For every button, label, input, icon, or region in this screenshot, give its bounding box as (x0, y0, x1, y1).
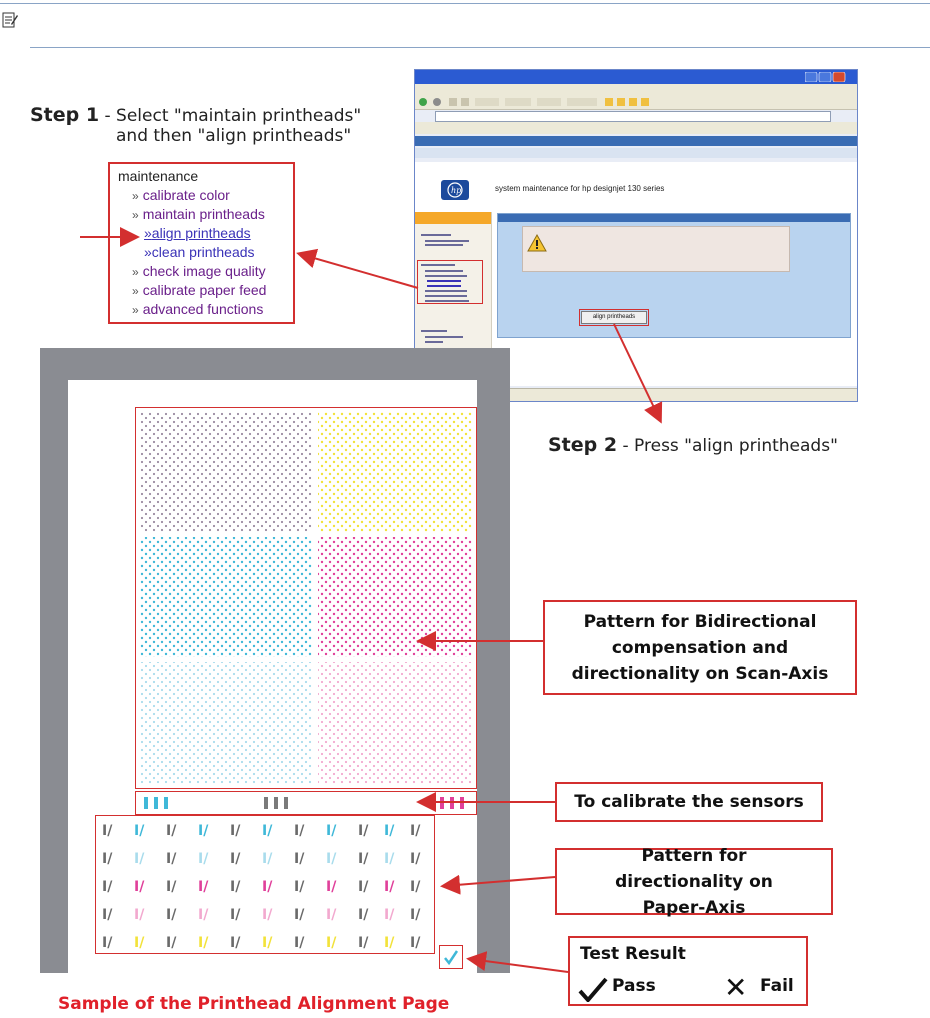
svg-text:I/: I/ (198, 879, 209, 895)
step1-label: Step 1 (30, 104, 100, 126)
pass-checkmark-icon (578, 976, 608, 1002)
pass-label: Pass (612, 976, 656, 996)
svg-text:I/: I/ (384, 823, 395, 839)
page-heading: system maintenance for hp designjet 130 series (495, 184, 665, 193)
bidirectional-callout-text: Pattern for Bidirectional compensation and directionality on Scan-Axis (571, 611, 829, 684)
svg-text:I/: I/ (410, 851, 421, 867)
svg-text:I/: I/ (410, 935, 421, 949)
svg-text:I/: I/ (294, 851, 305, 867)
svg-text:I/: I/ (262, 907, 273, 923)
test-result-callout (568, 936, 808, 1006)
step2-label: Step 2 (548, 434, 618, 456)
paper-axis-callout (555, 845, 833, 918)
chevron-icon: » (144, 244, 152, 260)
step2-text: - Press "align printheads" (622, 436, 838, 456)
svg-text:I/: I/ (410, 907, 421, 923)
svg-text:I/: I/ (384, 879, 395, 895)
menu-item-label: calibrate paper feed (142, 282, 267, 298)
sensors-callout-text: To calibrate the sensors (574, 792, 804, 812)
svg-text:I/: I/ (198, 851, 209, 867)
chevron-icon: » (132, 208, 139, 222)
chevron-icon: » (132, 284, 139, 298)
menu-item-label: maintain printheads (142, 206, 265, 222)
svg-text:I/: I/ (134, 823, 145, 839)
menu-item-label: align printheads (151, 225, 251, 241)
svg-text:I/: I/ (358, 879, 369, 895)
svg-text:I/: I/ (384, 935, 395, 949)
menu-item-label: advanced functions (142, 301, 264, 317)
svg-text:I/: I/ (166, 879, 177, 895)
svg-text:I/: I/ (294, 907, 305, 923)
svg-text:I/: I/ (166, 907, 177, 923)
sensors-callout (555, 782, 823, 822)
svg-text:I/: I/ (326, 879, 337, 895)
svg-text:I/: I/ (294, 823, 305, 839)
svg-text:I/: I/ (262, 823, 273, 839)
svg-text:I/: I/ (198, 823, 209, 839)
svg-text:I/: I/ (262, 879, 273, 895)
svg-text:hp: hp (451, 186, 462, 195)
align-printheads-button[interactable]: align printheads (581, 311, 647, 324)
svg-text:I/: I/ (134, 907, 145, 923)
test-result-title: Test Result (580, 944, 686, 964)
svg-text:I/: I/ (198, 935, 209, 949)
svg-text:I/: I/ (384, 851, 395, 867)
svg-text:I/: I/ (166, 851, 177, 867)
menu-item-label: calibrate color (142, 187, 230, 203)
svg-text:I/: I/ (230, 851, 241, 867)
svg-text:I/: I/ (294, 879, 305, 895)
svg-text:I/: I/ (134, 879, 145, 895)
chevron-icon: » (132, 303, 139, 317)
svg-text:I/: I/ (262, 851, 273, 867)
step1-text-line1: - Select "maintain printheads" (104, 106, 362, 126)
fail-label: Fail (760, 976, 794, 996)
svg-text:I/: I/ (230, 879, 241, 895)
svg-text:I/: I/ (326, 935, 337, 949)
svg-text:I/: I/ (326, 851, 337, 867)
page-caption: Sample of the Printhead Alignment Page (58, 994, 450, 1014)
menu-item-label: clean printheads (151, 244, 255, 260)
svg-text:I/: I/ (230, 935, 241, 949)
svg-text:I/: I/ (358, 907, 369, 923)
svg-text:I/: I/ (102, 851, 113, 867)
bidirectional-callout (543, 600, 857, 695)
svg-text:I/: I/ (262, 935, 273, 949)
menu-item-label: check image quality (142, 263, 266, 279)
svg-text:I/: I/ (384, 907, 395, 923)
chevron-icon: » (132, 265, 139, 279)
chevron-icon: » (132, 189, 139, 203)
svg-text:I/: I/ (230, 823, 241, 839)
svg-text:I/: I/ (326, 907, 337, 923)
svg-text:I/: I/ (134, 935, 145, 949)
svg-text:I/: I/ (410, 879, 421, 895)
svg-text:I/: I/ (326, 823, 337, 839)
svg-text:I/: I/ (166, 935, 177, 949)
svg-text:I/: I/ (358, 935, 369, 949)
svg-text:I/: I/ (102, 879, 113, 895)
svg-text:I/: I/ (358, 823, 369, 839)
menu-title: maintenance (118, 168, 199, 184)
svg-text:I/: I/ (102, 907, 113, 923)
svg-text:I/: I/ (230, 907, 241, 923)
svg-text:I/: I/ (294, 935, 305, 949)
svg-text:I/: I/ (102, 935, 113, 949)
svg-text:I/: I/ (102, 823, 113, 839)
paper-axis-callout-text: Pattern for directionality on Paper-Axis (615, 845, 773, 918)
step1-text-line2: and then "align printheads" (116, 126, 352, 146)
fail-x-icon: ✕ (724, 971, 748, 1004)
svg-text:I/: I/ (166, 823, 177, 839)
chevron-icon: » (144, 225, 152, 241)
svg-text:I/: I/ (410, 823, 421, 839)
svg-text:I/: I/ (358, 851, 369, 867)
svg-text:I/: I/ (134, 851, 145, 867)
svg-text:I/: I/ (198, 907, 209, 923)
